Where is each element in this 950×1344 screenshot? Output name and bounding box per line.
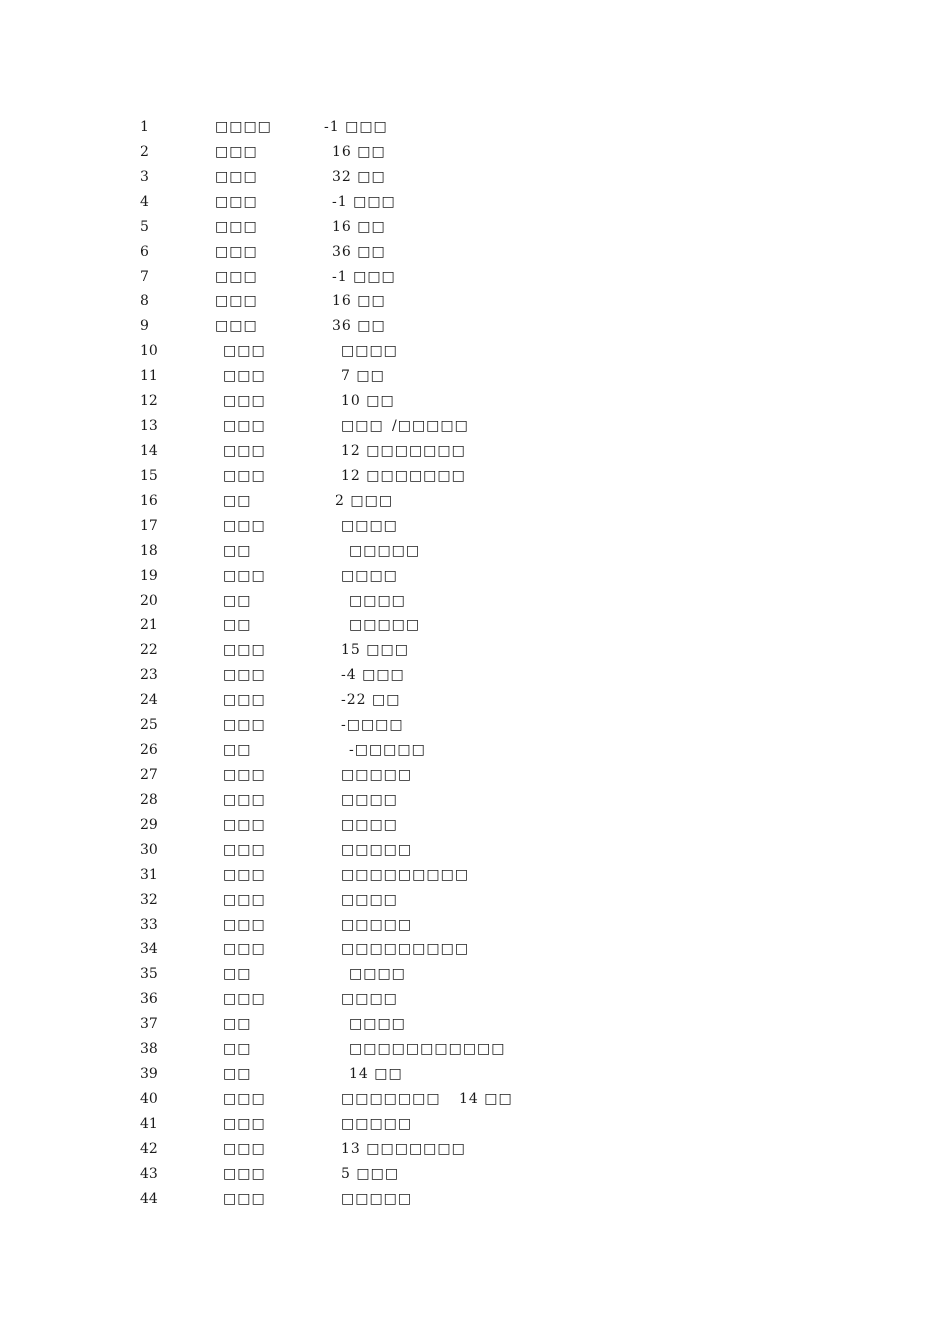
row-number: 9	[140, 318, 149, 335]
row-name: □□□	[215, 293, 258, 310]
row-name: □□□	[215, 318, 258, 335]
row-value: □□□□	[341, 991, 398, 1008]
row-number: 8	[140, 293, 149, 310]
row-value: -1 □□□	[332, 268, 396, 285]
row-number: 7	[140, 268, 149, 285]
list-item	[0, 1039, 950, 1064]
row-number: 16	[140, 492, 158, 509]
list-item	[0, 167, 950, 192]
list-item	[0, 790, 950, 815]
list-item	[0, 416, 950, 441]
row-value: □□□□□□□□□	[341, 866, 470, 883]
row-number: 5	[140, 218, 149, 235]
row-extra: /□□□□□	[392, 418, 469, 435]
row-value: 36 □□	[332, 243, 386, 260]
row-number: 20	[140, 592, 158, 609]
row-value: □□□□	[349, 1016, 406, 1033]
row-number: 6	[140, 243, 149, 260]
row-value: 13 □□□□□□□	[341, 1140, 466, 1157]
row-value: 16 □□	[332, 293, 386, 310]
list-item	[0, 1014, 950, 1039]
row-name: □□□	[223, 642, 266, 659]
list-item	[0, 1164, 950, 1189]
row-value: 16 □□	[332, 143, 386, 160]
row-value: □□□□	[341, 816, 398, 833]
row-name: □□□	[223, 1165, 266, 1182]
row-value: □□□□□	[349, 542, 421, 559]
list-item	[0, 217, 950, 242]
row-value: -22 □□	[341, 692, 401, 709]
row-name: □□	[223, 966, 252, 983]
row-value: □□□□□	[341, 1115, 413, 1132]
list-item	[0, 192, 950, 217]
list-item	[0, 366, 950, 391]
entry-list	[0, 117, 950, 1214]
row-name: □□□	[223, 393, 266, 410]
list-item	[0, 316, 950, 341]
row-value: □□□□	[341, 343, 398, 360]
row-number: 25	[140, 717, 158, 734]
list-item	[0, 267, 950, 292]
row-value: □□□	[341, 418, 384, 435]
row-number: 15	[140, 467, 158, 484]
row-name: □□□	[223, 467, 266, 484]
list-item	[0, 865, 950, 890]
row-value: 32 □□	[332, 168, 386, 185]
row-name: □□	[223, 1016, 252, 1033]
row-number: 10	[140, 343, 158, 360]
list-item	[0, 566, 950, 591]
row-value: 2 □□□	[335, 492, 394, 509]
row-name: □□□	[223, 517, 266, 534]
row-value: -□□□□	[341, 717, 404, 734]
list-item	[0, 765, 950, 790]
list-item	[0, 665, 950, 690]
row-name: □□	[223, 1041, 252, 1058]
row-name: □□□	[223, 717, 266, 734]
row-value: -1 □□□	[332, 193, 396, 210]
row-value: 5 □□□	[341, 1165, 400, 1182]
row-number: 43	[140, 1165, 158, 1182]
row-name: □□□	[223, 1090, 266, 1107]
row-name: □□□	[223, 343, 266, 360]
list-item	[0, 142, 950, 167]
row-name: □□□	[223, 791, 266, 808]
row-number: 12	[140, 393, 158, 410]
list-item	[0, 1089, 950, 1114]
row-value: -1 □□□	[324, 119, 388, 135]
list-item	[0, 815, 950, 840]
row-value: □□□□□□□□□□□	[349, 1041, 506, 1058]
row-name: □□□	[223, 866, 266, 883]
row-number: 21	[140, 617, 158, 634]
row-value: -4 □□□	[341, 667, 405, 684]
row-value: □□□□□	[341, 841, 413, 858]
row-number: 34	[140, 941, 158, 958]
list-item	[0, 541, 950, 566]
row-number: 19	[140, 567, 158, 584]
row-value: □□□□	[341, 791, 398, 808]
list-item	[0, 890, 950, 915]
row-number: 44	[140, 1190, 158, 1207]
row-number: 2	[140, 143, 149, 160]
row-value: □□□□	[341, 567, 398, 584]
row-number: 26	[140, 742, 158, 759]
row-name: □□□	[215, 168, 258, 185]
row-number: 23	[140, 667, 158, 684]
row-number: 31	[140, 866, 158, 883]
row-name: □□	[223, 542, 252, 559]
list-item	[0, 1139, 950, 1164]
list-item	[0, 441, 950, 466]
row-value: 7 □□	[341, 368, 385, 385]
row-name: □□□	[223, 1190, 266, 1207]
row-name: □□	[223, 742, 252, 759]
list-item	[0, 964, 950, 989]
row-name: □□□	[223, 692, 266, 709]
list-item	[0, 291, 950, 316]
row-name: □□□	[215, 243, 258, 260]
list-item	[0, 491, 950, 516]
row-name: □□□	[215, 218, 258, 235]
list-item	[0, 1189, 950, 1214]
list-item	[0, 516, 950, 541]
row-value: □□□□□	[341, 916, 413, 933]
row-name: □□□	[223, 567, 266, 584]
row-name: □□	[223, 1066, 252, 1083]
row-value: □□□□□□□□□	[341, 941, 470, 958]
row-number: 39	[140, 1066, 158, 1083]
list-item	[0, 341, 950, 366]
row-number: 37	[140, 1016, 158, 1033]
list-item	[0, 117, 950, 142]
row-value: 16 □□	[332, 218, 386, 235]
list-item	[0, 690, 950, 715]
list-item	[0, 740, 950, 765]
row-value: □□□□□□□	[341, 1090, 441, 1107]
row-value: □□□□□	[341, 1190, 413, 1207]
row-name: □□□	[223, 841, 266, 858]
row-number: 27	[140, 766, 158, 783]
list-item	[0, 391, 950, 416]
row-number: 11	[140, 368, 158, 385]
row-value: □□□□	[349, 966, 406, 983]
row-value: 15 □□□	[341, 642, 409, 659]
row-number: 4	[140, 193, 149, 210]
row-value: 12 □□□□□□□	[341, 467, 466, 484]
list-item	[0, 840, 950, 865]
row-name: □□□	[223, 667, 266, 684]
row-value: -□□□□□	[349, 742, 426, 759]
list-item	[0, 939, 950, 964]
row-name: □□□	[215, 268, 258, 285]
row-number: 17	[140, 517, 158, 534]
row-name: □□	[223, 617, 252, 634]
list-item	[0, 1064, 950, 1089]
row-name: □□□	[215, 193, 258, 210]
row-extra: 14 □□	[459, 1090, 513, 1107]
row-number: 29	[140, 816, 158, 833]
row-value: 12 □□□□□□□	[341, 442, 466, 459]
row-number: 18	[140, 542, 158, 559]
row-value: 10 □□	[341, 393, 395, 410]
row-number: 36	[140, 991, 158, 1008]
row-number: 41	[140, 1115, 158, 1132]
row-number: 22	[140, 642, 158, 659]
row-number: 24	[140, 692, 158, 709]
row-number: 13	[140, 418, 158, 435]
row-number: 35	[140, 966, 158, 983]
row-number: 30	[140, 841, 158, 858]
row-value: □□□□□	[341, 766, 413, 783]
row-number: 1	[140, 119, 149, 135]
row-name: □□	[223, 592, 252, 609]
row-name: □□□	[223, 418, 266, 435]
row-value: □□□□	[349, 592, 406, 609]
row-name: □□□	[223, 991, 266, 1008]
row-name: □□□	[223, 1140, 266, 1157]
row-number: 38	[140, 1041, 158, 1058]
list-item	[0, 715, 950, 740]
row-name: □□□	[223, 1115, 266, 1132]
row-name: □□□	[223, 368, 266, 385]
list-item	[0, 915, 950, 940]
list-item	[0, 615, 950, 640]
row-number: 14	[140, 442, 158, 459]
row-name: □□□	[215, 143, 258, 160]
row-number: 32	[140, 891, 158, 908]
row-value: □□□□	[341, 891, 398, 908]
list-item	[0, 640, 950, 665]
row-name: □□□	[223, 816, 266, 833]
row-name: □□□	[223, 941, 266, 958]
row-name: □□□	[223, 442, 266, 459]
row-number: 33	[140, 916, 158, 933]
row-name: □□	[223, 492, 252, 509]
list-item	[0, 1114, 950, 1139]
row-number: 42	[140, 1140, 158, 1157]
row-number: 28	[140, 791, 158, 808]
row-name: □□□	[223, 916, 266, 933]
row-number: 40	[140, 1090, 158, 1107]
list-item	[0, 591, 950, 616]
row-value: 36 □□	[332, 318, 386, 335]
list-item	[0, 242, 950, 267]
list-item	[0, 466, 950, 491]
row-value: □□□□	[341, 517, 398, 534]
list-item	[0, 989, 950, 1014]
row-number: 3	[140, 168, 149, 185]
row-name: □□□	[223, 766, 266, 783]
row-name: □□□□	[215, 119, 272, 135]
row-value: □□□□□	[349, 617, 421, 634]
row-name: □□□	[223, 891, 266, 908]
row-value: 14 □□	[349, 1066, 403, 1083]
